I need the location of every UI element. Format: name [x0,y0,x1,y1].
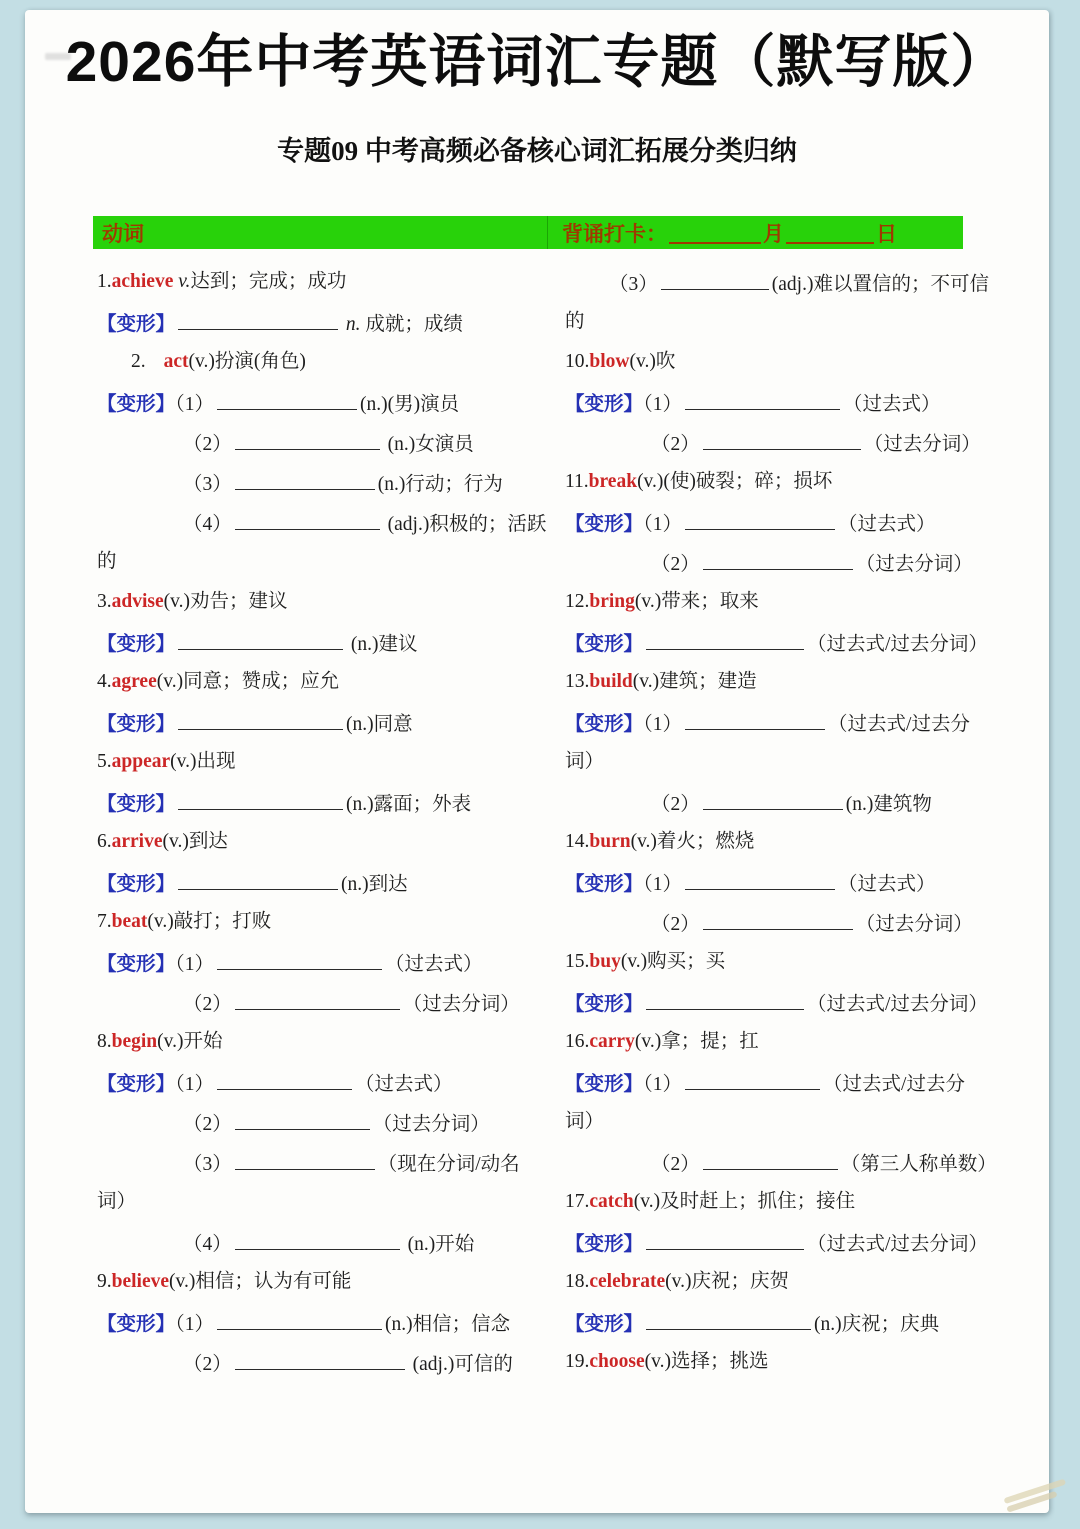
vocab-line [97,622,549,662]
bianxing-label: 【变形】 [97,634,176,655]
blank-line [235,982,400,1010]
vocab-line [565,862,1017,902]
text-segment: （过去分词） [863,434,981,455]
blank-line [685,862,835,890]
text-segment: （1） [643,514,683,535]
headword: beat [111,911,148,932]
bianxing-label: 【变形】 [565,1234,644,1255]
text-segment: （2） [651,434,700,455]
month-label: 月 [763,222,784,246]
text-segment: （过去式/过去分词） [807,1234,988,1255]
blank-line [661,262,769,290]
worksheet-page [25,10,1049,1513]
blank-line [235,1222,400,1250]
bianxing-label: 【变形】 [97,954,176,975]
blank-line [217,1062,352,1090]
vocab-line [97,1102,549,1142]
text-segment: 16. [565,1031,590,1052]
text-segment: 4. [97,671,112,692]
bianxing-label: 【变形】 [565,714,644,735]
vocab-line [565,942,1017,982]
vocab-line [97,822,549,862]
vocab-line [565,1022,1017,1062]
spacer [146,366,164,367]
text-segment: (n.)(男)演员 [360,394,460,415]
text-segment: (v.)(使)破裂；碎；损坏 [637,471,833,492]
text-segment: （1） [175,1074,215,1095]
text-segment: （过去分词） [855,914,973,935]
blank-line [178,862,338,890]
blank-line [703,902,853,930]
text-segment: 6. [97,831,112,852]
vocab-line [565,342,1017,382]
bianxing-label: 【变形】 [97,314,176,335]
blank-line [217,1302,382,1330]
text-segment: （2） [183,1114,232,1135]
bianxing-label: 【变形】 [565,874,644,895]
vocab-line [97,1062,549,1102]
bianxing-label: 【变形】 [97,794,176,815]
vocab-line [97,902,549,942]
text-segment: （过去式） [838,514,936,535]
text-segment: (n.)庆祝；庆典 [814,1314,940,1335]
vocab-line [565,302,1017,342]
vocab-line [97,462,549,502]
vocab-line [97,502,549,542]
headword: advise [111,591,164,612]
blank-line [235,422,380,450]
vocab-line [97,862,549,902]
text-segment: 19. [565,1351,590,1372]
text-segment: 18. [565,1271,590,1292]
text-segment: （过去式/过去分词） [807,634,988,655]
text-segment: (n.)同意 [346,714,413,735]
text-segment: (v.)相信；认为有可能 [169,1271,352,1292]
blank-line [703,782,843,810]
text-segment: 词） [565,751,605,772]
text-segment: （过去式/过去分词） [807,994,988,1015]
text-segment: (adj.)积极的；活跃 [382,514,547,535]
vocab-line [97,1022,549,1062]
bianxing-label: 【变形】 [97,394,176,415]
text-segment: 的 [97,551,117,572]
blank-line [235,1342,405,1370]
blank-line [646,1302,811,1330]
text-segment: （2） [651,554,700,575]
headword: agree [111,671,157,692]
pos-italic: n. [341,314,366,335]
text-segment: 达到；完成；成功 [190,271,347,292]
blank-line [685,1062,820,1090]
vocab-line [97,302,549,342]
text-segment: (v.)吹 [629,351,676,372]
headword: buy [589,951,621,972]
blank-line [217,942,382,970]
vocab-line [97,782,549,822]
headword: believe [111,1271,170,1292]
vocab-line [97,262,549,302]
pos-italic: v. [178,271,191,292]
vocab-line [565,1142,1017,1182]
bianxing-label: 【变形】 [97,1314,176,1335]
vocab-line [565,742,1017,782]
blank-line [646,982,804,1010]
blank-line [178,622,343,650]
text-segment: 15. [565,951,590,972]
headword: arrive [111,831,163,852]
headword: blow [589,351,630,372]
text-segment: 11. [565,471,589,492]
vocab-line [565,262,1017,302]
vocab-line [565,1102,1017,1142]
text-segment: (n.)行动；行为 [377,474,503,495]
vocab-line [565,1222,1017,1262]
text-segment: (n.)建议 [346,634,418,655]
text-segment: 1. [97,271,112,292]
text-segment: (v.)购买；买 [620,951,726,972]
text-segment: （1） [643,874,683,895]
text-segment: (v.)及时赶上；抓住；接住 [633,1191,856,1212]
text-segment: 词） [97,1191,137,1212]
text-segment: (n.)女演员 [382,434,474,455]
vocab-line [97,742,549,782]
headword: act [163,351,189,372]
text-segment: (n.)相信；信念 [385,1314,511,1335]
vocab-line [565,1062,1017,1102]
text-segment: 成就；成绩 [365,314,463,335]
text-segment: （1） [643,714,683,735]
text-segment: （第三人称单数） [840,1154,997,1175]
vocab-line [565,382,1017,422]
text-segment: (v.)着火；燃烧 [630,831,755,852]
bianxing-label: 【变形】 [565,1074,644,1095]
headword: begin [111,1031,158,1052]
vocab-line [97,1182,549,1222]
section-header-cell-verbs [93,216,548,249]
vocab-line [565,902,1017,942]
bianxing-label: 【变形】 [565,634,644,655]
text-segment: （过去式/过去分 [828,714,970,735]
vocab-line [97,582,549,622]
text-segment: 8. [97,1031,112,1052]
bianxing-label: 【变形】 [97,714,176,735]
bianxing-label: 【变形】 [97,874,176,895]
vocab-line [565,1342,1017,1382]
text-segment: （1） [175,954,215,975]
text-segment: （2） [183,434,232,455]
blank-line [178,782,343,810]
vocab-line [565,582,1017,622]
headword: appear [111,751,171,772]
text-segment: （1） [175,394,215,415]
vocab-line [97,1342,549,1382]
text-segment: （2） [183,1354,232,1375]
text-segment: (v.)庆祝；庆贺 [665,1271,790,1292]
vocab-line [97,1302,549,1342]
blank-line [235,1142,375,1170]
text-segment: （4） [183,1234,232,1255]
text-segment: 14. [565,831,590,852]
day-label: 日 [876,222,897,246]
vocab-line [97,662,549,702]
vocab-column-left [97,262,549,1382]
blank-line [685,702,825,730]
text-segment: 2. [131,351,146,372]
text-segment: （4） [183,514,232,535]
text-segment: (v.)到达 [162,831,228,852]
text-segment: (v.)扮演(角色) [188,351,306,372]
text-segment: 13. [565,671,590,692]
headword: achieve [111,271,179,292]
bianxing-label: 【变形】 [565,1314,644,1335]
text-segment: （2） [651,794,700,815]
text-segment: (v.)劝告；建议 [163,591,288,612]
text-segment: （2） [183,994,232,1015]
vocab-line [97,382,549,422]
text-segment: (v.)拿；提；扛 [634,1031,759,1052]
text-segment: (v.)同意；赞成；应允 [156,671,340,692]
vocab-line [565,422,1017,462]
text-segment: 词） [565,1111,605,1132]
vocab-line [97,982,549,1022]
text-segment: （现在分词/动名 [377,1154,520,1175]
headword: catch [589,1191,634,1212]
text-segment: （2） [651,914,700,935]
text-segment: (n.)到达 [341,874,408,895]
text-segment: （1） [643,1074,683,1095]
page-subtitle: 专题09 中考高频必备核心词汇拓展分类归纳 [277,136,797,166]
text-segment: 12. [565,591,590,612]
section-header-cell-checkin [548,216,963,249]
text-segment: (n.)露面；外表 [346,794,472,815]
headword: build [589,671,633,692]
vocab-line [565,702,1017,742]
vocab-line [565,622,1017,662]
text-segment: (adj.)难以置信的；不可信 [771,274,989,295]
text-segment: （过去分词） [372,1114,490,1135]
text-segment: （过去式/过去分 [823,1074,965,1095]
section-label-verbs: 动词 [102,222,144,246]
headword: bring [589,591,635,612]
section-header-bar [93,216,963,249]
vocab-line [97,942,549,982]
text-segment: (v.)选择；挑选 [644,1351,769,1372]
blank-line [703,542,853,570]
bianxing-label: 【变形】 [565,394,644,415]
vocab-line [565,782,1017,822]
checkin-day-blank [786,222,874,244]
text-segment: (v.)敲打；打败 [147,911,272,932]
text-segment: (v.)出现 [170,751,236,772]
text-segment: 9. [97,1271,112,1292]
text-segment: （2） [651,1154,700,1175]
text-segment: (n.)建筑物 [845,794,932,815]
vocab-line [565,822,1017,862]
vocab-line [565,1262,1017,1302]
blank-line [235,462,375,490]
headword: break [588,471,638,492]
headword: burn [589,831,631,852]
blank-line [685,502,835,530]
vocab-line [565,542,1017,582]
text-segment: (v.)开始 [157,1031,223,1052]
vocab-line [97,342,549,382]
blank-line [685,382,840,410]
blank-line [235,1102,370,1130]
vocab-line [97,1222,549,1262]
text-segment: （1） [175,1314,215,1335]
text-segment: 5. [97,751,112,772]
blank-line [703,422,861,450]
page-title: 2026年中考英语词汇专题（默写版） [65,30,1009,94]
bianxing-label: 【变形】 [97,1074,176,1095]
checkin-month-blank [669,222,761,244]
text-segment: 的 [565,311,585,332]
bianxing-label: 【变形】 [565,514,644,535]
vocab-line [97,1262,549,1302]
text-segment: 3. [97,591,112,612]
vocab-line [97,702,549,742]
text-segment: (v.)带来；取来 [634,591,759,612]
text-segment: （1） [643,394,683,415]
vocab-line [565,1182,1017,1222]
text-segment: （过去式） [843,394,941,415]
blank-line [646,622,804,650]
vocab-line [565,502,1017,542]
vocab-line [565,1302,1017,1342]
blank-line [178,702,343,730]
blank-line [235,502,380,530]
text-segment: (v.)建筑；建造 [632,671,757,692]
text-segment: (n.)开始 [402,1234,475,1255]
vocab-line [565,982,1017,1022]
blank-line [178,302,338,330]
vocab-line [97,422,549,462]
text-segment: （过去式） [355,1074,453,1095]
text-segment: (adj.)可信的 [407,1354,513,1375]
headword: choose [589,1351,645,1372]
text-segment: 7. [97,911,112,932]
vocab-line [565,462,1017,502]
blank-line [217,382,357,410]
text-segment: （3） [609,274,658,295]
vocab-line [97,1142,549,1182]
text-segment: （过去分词） [855,554,973,575]
checkin-label: 背诵打卡： [562,222,667,246]
vocab-column-right [565,262,1017,1382]
text-segment: 10. [565,351,590,372]
bianxing-label: 【变形】 [565,994,644,1015]
text-segment: （3） [183,474,232,495]
headword: carry [589,1031,635,1052]
text-segment: 17. [565,1191,590,1212]
text-segment: （3） [183,1154,232,1175]
vocab-line [565,662,1017,702]
vocab-line [97,542,549,582]
text-segment: （过去式） [385,954,483,975]
text-segment: （过去分词） [402,994,520,1015]
text-segment: （过去式） [838,874,936,895]
blank-line [646,1222,804,1250]
headword: celebrate [589,1271,666,1292]
blank-line [703,1142,838,1170]
